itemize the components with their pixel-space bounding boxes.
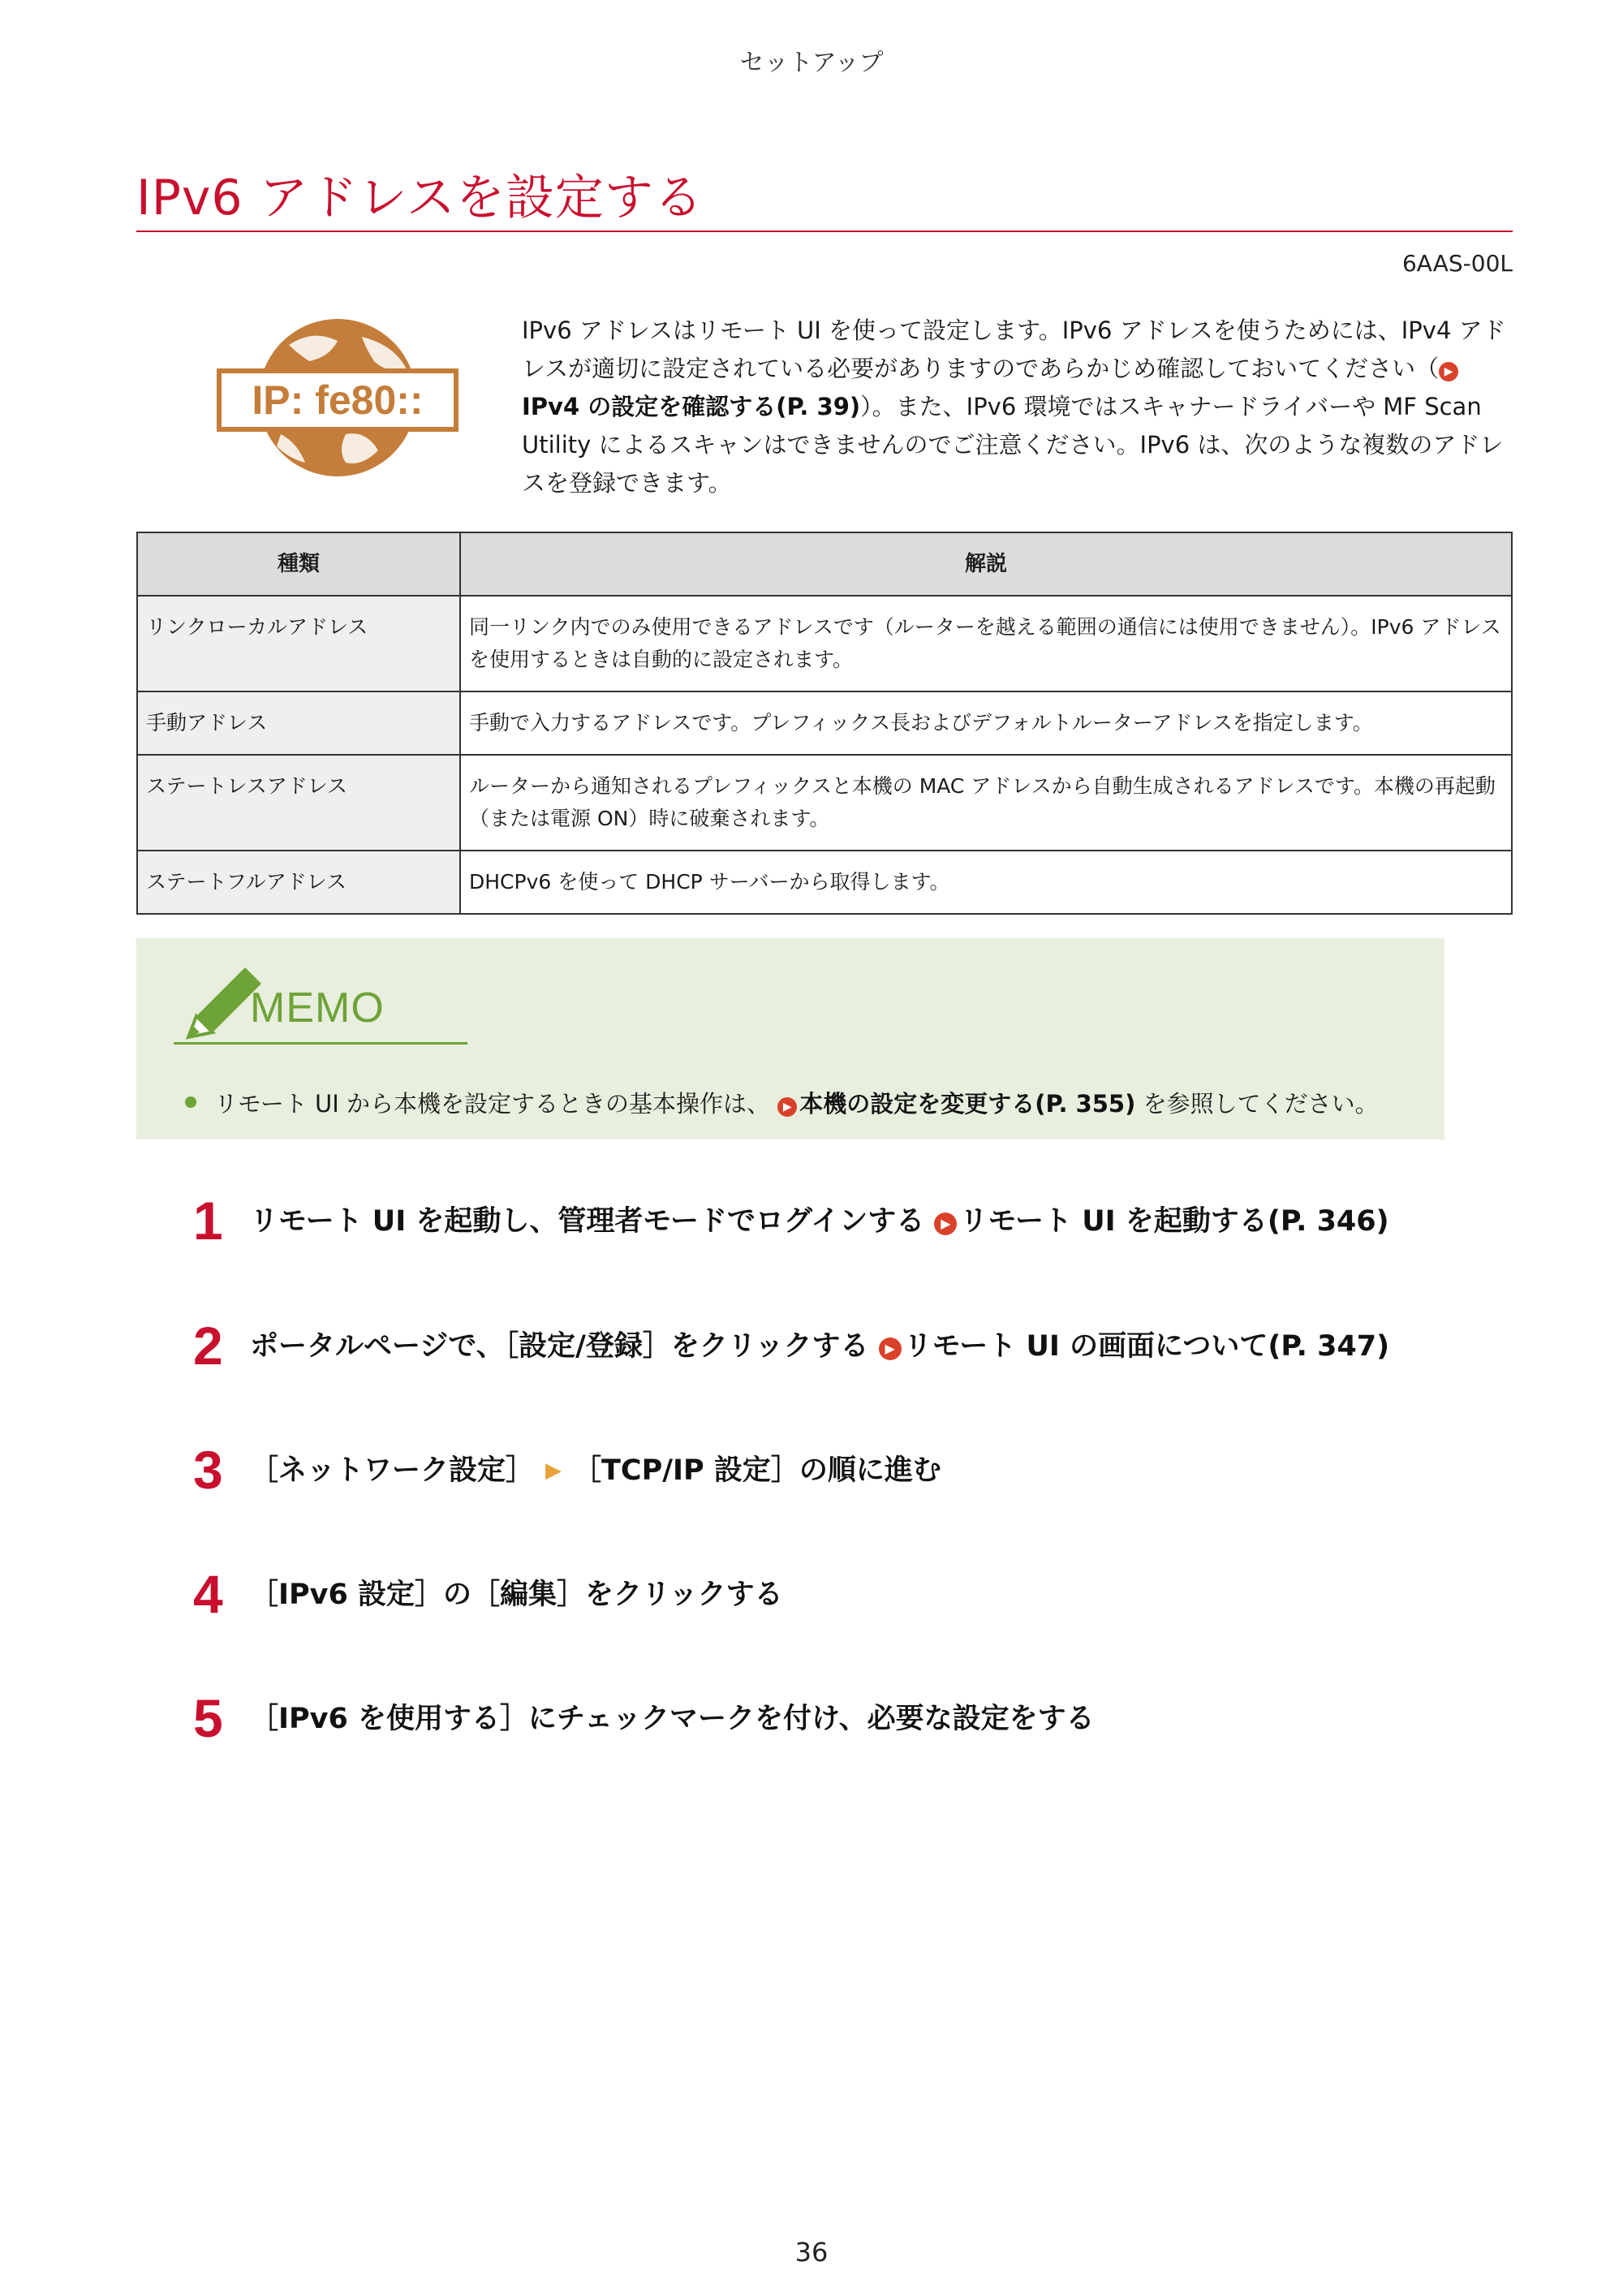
running-header: セットアップ bbox=[739, 49, 884, 77]
step-2 bbox=[193, 1313, 1524, 1378]
step-3 bbox=[193, 1437, 1524, 1502]
step-number: 4 bbox=[193, 1564, 223, 1624]
memo-box bbox=[136, 938, 1444, 1139]
intro-text-1: IPv6 アドレスはリモート UI を使って設定します。IPv6 アドレスを使うためには、IPv4 アドレスが適切に設定されている必要がありますのであらかじめ確認しておいてください（ bbox=[522, 317, 1506, 382]
cell-desc: DHCPv6 を使って DHCP サーバーから取得します。 bbox=[460, 851, 1512, 914]
step-instruction: ［ネットワーク設定］ bbox=[250, 1454, 535, 1487]
intro-text-2: ）。また、IPv6 環境ではスキャナードライバーや MF Scan Utility によるスキャンはできませんのでご注意ください。IPv6 は、次のような複数のアドレスを登録できます。 bbox=[522, 393, 1504, 497]
xref-change-settings-label: 本機の設定を変更する(P. 355) bbox=[799, 1090, 1136, 1118]
step-instruction: リモート UI を起動し、管理者モードでログインする bbox=[250, 1205, 925, 1238]
cell-type: 手動アドレス bbox=[137, 691, 460, 755]
cell-type: ステートフルアドレス bbox=[137, 851, 460, 914]
xref-start-remote-ui[interactable] bbox=[934, 1205, 1388, 1238]
page-title: IPv6 アドレスを設定する bbox=[136, 170, 704, 226]
table-header-row bbox=[137, 532, 1512, 596]
xref-arrow-icon: ▶ bbox=[1439, 362, 1458, 381]
bullet-icon bbox=[185, 1096, 196, 1108]
step-number: 5 bbox=[193, 1688, 223, 1748]
memo-underline bbox=[174, 1042, 467, 1045]
step-1 bbox=[193, 1188, 1524, 1253]
xref-label: リモート UI を起動する(P. 346) bbox=[959, 1205, 1389, 1238]
step-text bbox=[250, 1700, 1095, 1738]
step-text bbox=[250, 1203, 1389, 1240]
xref-arrow-icon: ▶ bbox=[879, 1338, 902, 1360]
cell-type: ステートレスアドレス bbox=[137, 755, 460, 851]
table-header-type: 種類 bbox=[137, 532, 460, 596]
xref-arrow-icon: ▶ bbox=[934, 1213, 957, 1235]
step-number: 1 bbox=[193, 1191, 223, 1251]
step-text bbox=[250, 1452, 941, 1489]
page-number: 36 bbox=[794, 2237, 829, 2268]
breadcrumb-arrow-icon: ▶ bbox=[545, 1458, 562, 1483]
step-text bbox=[250, 1328, 1389, 1365]
step-number: 3 bbox=[193, 1440, 223, 1500]
cell-desc: 手動で入力するアドレスです。プレフィックス長およびデフォルトルーターアドレスを指定します。 bbox=[460, 691, 1512, 755]
xref-ipv4-label: IPv4 の設定を確認する(P. 39) bbox=[522, 393, 861, 420]
table-row bbox=[137, 851, 1512, 914]
step-text bbox=[250, 1576, 783, 1613]
step-instruction-2: ［TCP/IP 設定］の順に進む bbox=[573, 1454, 941, 1487]
step-4 bbox=[193, 1562, 1524, 1626]
memo-label: MEMO bbox=[250, 984, 385, 1032]
table-row bbox=[137, 596, 1512, 691]
step-instruction: ポータルページで、［設定/登録］をクリックする bbox=[250, 1330, 869, 1363]
xref-label: リモート UI の画面について(P. 347) bbox=[903, 1330, 1390, 1363]
xref-arrow-icon: ▶ bbox=[777, 1097, 797, 1117]
step-number: 2 bbox=[193, 1316, 223, 1376]
memo-text-1: リモート UI から本機を設定するときの基本操作は、 bbox=[214, 1090, 771, 1118]
step-instruction: ［IPv6 を使用する］にチェックマークを付け、必要な設定をする bbox=[250, 1703, 1095, 1735]
address-types-table bbox=[136, 532, 1513, 915]
cell-desc: 同一リンク内でのみ使用できるアドレスです（ルーターを越える範囲の通信には使用できません）。IPv6 アドレスを使用するときは自動的に設定されます。 bbox=[460, 596, 1512, 691]
step-5 bbox=[193, 1686, 1524, 1751]
table-header-desc: 解説 bbox=[460, 532, 1512, 596]
document-code: 6AAS-00L bbox=[1401, 250, 1513, 277]
table-row bbox=[137, 755, 1512, 851]
intro-paragraph bbox=[522, 312, 1515, 502]
title-rule bbox=[136, 230, 1513, 232]
cell-type: リンクローカルアドレス bbox=[137, 596, 460, 691]
xref-change-settings[interactable] bbox=[777, 1090, 1135, 1118]
xref-remote-ui-screen[interactable] bbox=[879, 1330, 1389, 1363]
memo-item bbox=[185, 1086, 1379, 1119]
ip-icon-label: IP: fe80:: bbox=[252, 377, 424, 423]
memo-text-2: を参照してください。 bbox=[1143, 1090, 1379, 1118]
ip-globe-icon bbox=[216, 312, 459, 483]
step-instruction: ［IPv6 設定］の［編集］をクリックする bbox=[250, 1579, 783, 1611]
cell-desc: ルーターから通知されるプレフィックスと本機の MAC アドレスから自動生成されるアドレスです。本機の再起動（または電源 ON）時に破棄されます。 bbox=[460, 755, 1512, 851]
table-row bbox=[137, 691, 1512, 755]
